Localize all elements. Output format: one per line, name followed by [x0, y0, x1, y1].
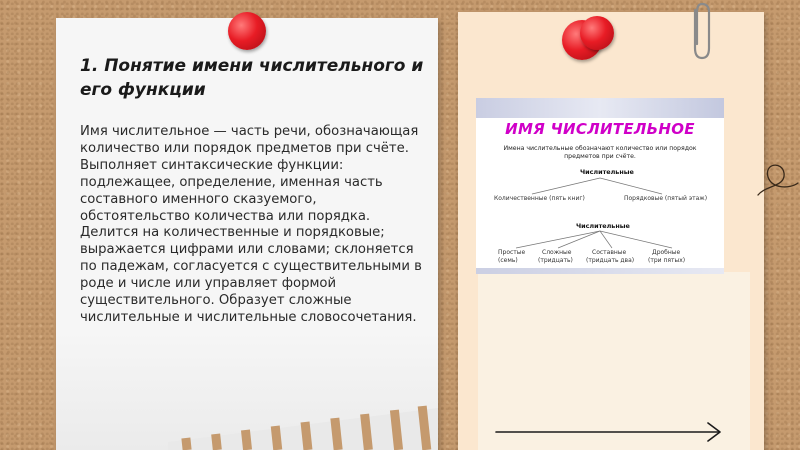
slide-definition: Имена числительные обозначают количество или порядок предметов при счёте.: [503, 145, 697, 160]
red-pushpin-icon: [228, 12, 266, 50]
slide-thumbnail: [476, 98, 724, 274]
diagram-leaf-name: Дробные: [652, 249, 681, 256]
diagram-node-cardinal: Количественные (пять книг): [494, 195, 585, 202]
diagram-leaf-example: (тридцать два): [586, 257, 635, 264]
arrow-right-icon: [494, 422, 726, 444]
diagram-leaf-name: Сложные: [542, 249, 572, 256]
text-card: [56, 18, 438, 450]
torn-paper-edge: [168, 402, 438, 450]
diagram-connectors: [476, 98, 724, 274]
diagram-leaf-example: (тридцать): [538, 257, 573, 264]
diagram-node-ordinal: Порядковые (пятый этаж): [624, 195, 708, 202]
red-pushpin-icon: [580, 16, 614, 50]
doodle-loop-icon: [756, 155, 800, 205]
diagram-leaf-name: Простые: [498, 249, 526, 256]
body-paragraph: Имя числительное — часть речи, обозначающая количество или порядок предметов при счёте. Выполняет синтаксические функции: подлежащее, определение, именная часть составного именного сказуемого, обстоятельство количества или порядка. Делится на количественные и порядковые; выражается цифрами или словами; склоняется по падежам, согласуется с существительными в роде и числе или управляет формой существительного. Образует сложные числительные и числительные словосочетания.: [80, 124, 422, 325]
slide-bottom-band: [476, 268, 724, 274]
diagram-leaf-example: (три пятых): [648, 257, 686, 264]
diagram-leaf-name: Составные: [592, 249, 627, 256]
slide-heading: 1. Понятие имени числительного и его функции: [80, 56, 424, 100]
slide-thumbnail-title: ИМЯ ЧИСЛИТЕЛЬНОЕ: [505, 120, 695, 138]
diagram-leaf-example: (семь): [498, 257, 518, 264]
diagram-node-top: Числительные: [580, 168, 634, 176]
diagram-node-second: Числительные: [576, 222, 630, 230]
paper-clip-icon: [686, 2, 714, 62]
